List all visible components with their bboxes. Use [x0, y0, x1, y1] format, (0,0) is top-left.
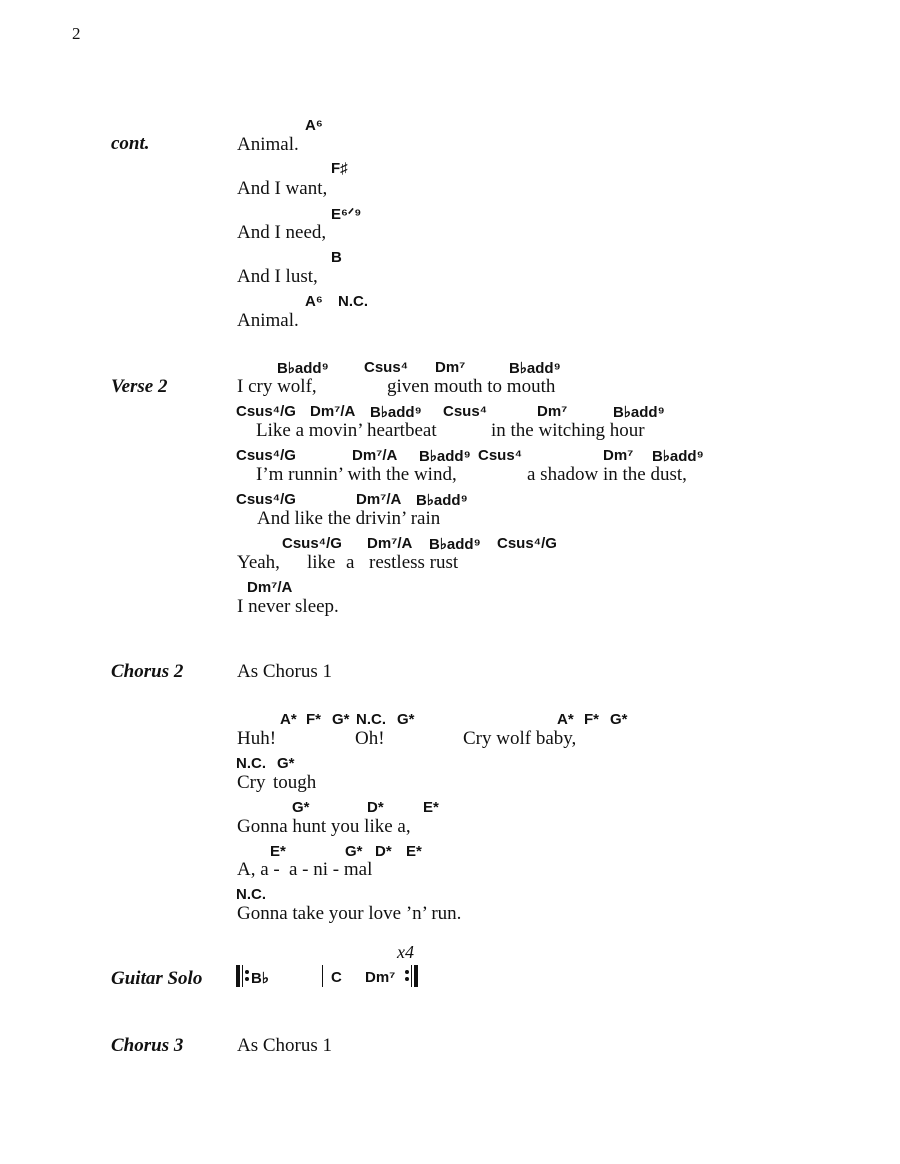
chord: A⁶: [305, 117, 323, 134]
chord: Dm⁷: [365, 969, 396, 986]
section-label-chorus-3: Chorus 3: [111, 1035, 184, 1056]
chord: B: [331, 249, 342, 266]
chord: G*: [332, 711, 350, 728]
chord: F*: [306, 711, 321, 728]
chord: Csus⁴/G: [236, 403, 296, 420]
chord: Csus⁴: [443, 403, 488, 420]
lyric-line: restless rust: [369, 552, 459, 573]
lyric-line: like: [307, 552, 336, 573]
lyric-line: a - ni - mal: [289, 859, 373, 880]
repeat-dot: [405, 970, 409, 974]
chord: B♭add⁹: [416, 492, 468, 509]
section-label-verse-2: Verse 2: [111, 376, 168, 397]
chord: B♭add⁹: [652, 448, 704, 465]
chord: Dm⁷: [603, 447, 634, 464]
section-label-chorus-2: Chorus 2: [111, 661, 184, 682]
chord: B♭add⁹: [509, 360, 561, 377]
chord: Csus⁴/G: [236, 491, 296, 508]
chord: Dm⁷/A: [367, 535, 413, 552]
lyric-line: a: [346, 552, 355, 573]
chord: Dm⁷/A: [247, 579, 293, 596]
chord: E*: [423, 799, 439, 816]
chord: B♭add⁹: [429, 536, 481, 553]
chord: N.C.: [236, 886, 266, 903]
lyric-line: Huh!: [237, 728, 277, 749]
chord: Dm⁷: [537, 403, 568, 420]
chord: Dm⁷/A: [356, 491, 402, 508]
repeat-dot: [405, 977, 409, 981]
lyric-line: Animal.: [237, 134, 299, 155]
chord: B♭add⁹: [370, 404, 422, 421]
chord: B♭: [251, 970, 269, 987]
chord: F*: [584, 711, 599, 728]
lyric-line: a shadow in the dust,: [527, 464, 687, 485]
chord: G*: [292, 799, 310, 816]
chord: Csus⁴: [478, 447, 523, 464]
chord: N.C.: [338, 293, 368, 310]
lyric-line: I never sleep.: [237, 596, 339, 617]
chord: E*: [270, 843, 286, 860]
chord: G*: [610, 711, 628, 728]
lyric-line: I cry wolf,: [237, 376, 317, 397]
repeat-dot: [245, 977, 249, 981]
chord: A⁶: [305, 293, 323, 310]
chord: Csus⁴/G: [497, 535, 557, 552]
section-label-cont: cont.: [111, 133, 150, 154]
lyric-line: And I need,: [237, 222, 327, 243]
page-number: 2: [72, 24, 81, 43]
section-label-guitar-solo: Guitar Solo: [111, 968, 203, 989]
lyric-line: And I lust,: [237, 266, 318, 287]
lyric-line: I’m runnin’ with the wind,: [256, 464, 457, 485]
lyric-line: Yeah,: [237, 552, 280, 573]
repeat-count: x4: [397, 942, 414, 962]
lyric-line: Like a movin’ heartbeat: [256, 420, 437, 441]
chord: D*: [375, 843, 392, 860]
chord: B♭add⁹: [277, 360, 329, 377]
chord: Dm⁷: [435, 359, 466, 376]
chord: E*: [406, 843, 422, 860]
chord: A*: [280, 711, 297, 728]
chord: G*: [397, 711, 415, 728]
repeat-start-thin-bar: [242, 965, 243, 987]
chord: Dm⁷/A: [310, 403, 356, 420]
repeat-start-thick-bar: [236, 965, 240, 987]
lyric-line: Gonna hunt you like a,: [237, 816, 411, 837]
section-instruction: As Chorus 1: [237, 661, 333, 682]
lyric-line: And like the drivin’ rain: [257, 508, 441, 529]
chord: B♭add⁹: [419, 448, 471, 465]
lyric-line: given mouth to mouth: [387, 376, 556, 397]
lyric-line: And I want,: [237, 178, 328, 199]
lyric-line: in the witching hour: [491, 420, 645, 441]
lyric-line: Oh!: [355, 728, 385, 749]
barline: [322, 965, 323, 987]
lyric-line: Cry wolf baby,: [463, 728, 577, 749]
chord: D*: [367, 799, 384, 816]
chord: G*: [277, 755, 295, 772]
chord: A*: [557, 711, 574, 728]
repeat-end-thin-bar: [411, 965, 412, 987]
chord: B♭add⁹: [613, 404, 665, 421]
chord: N.C.: [236, 755, 266, 772]
repeat-end-thick-bar: [414, 965, 418, 987]
lyric-line: Cry: [237, 772, 266, 793]
lyric-line: A, a -: [237, 859, 280, 880]
chord: Csus⁴/G: [236, 447, 296, 464]
lyric-line: Gonna take your love ’n’ run.: [237, 903, 462, 924]
chord: Csus⁴/G: [282, 535, 342, 552]
lyric-line: Animal.: [237, 310, 299, 331]
chord: G*: [345, 843, 363, 860]
chord: C: [331, 969, 342, 986]
chord: E⁶ᐟ⁹: [331, 206, 362, 223]
section-instruction: As Chorus 1: [237, 1035, 333, 1056]
chord: F♯: [331, 160, 348, 177]
chord: Dm⁷/A: [352, 447, 398, 464]
lyric-line: tough: [273, 772, 317, 793]
chord: Csus⁴: [364, 359, 409, 376]
chord: N.C.: [356, 711, 386, 728]
repeat-dot: [245, 970, 249, 974]
